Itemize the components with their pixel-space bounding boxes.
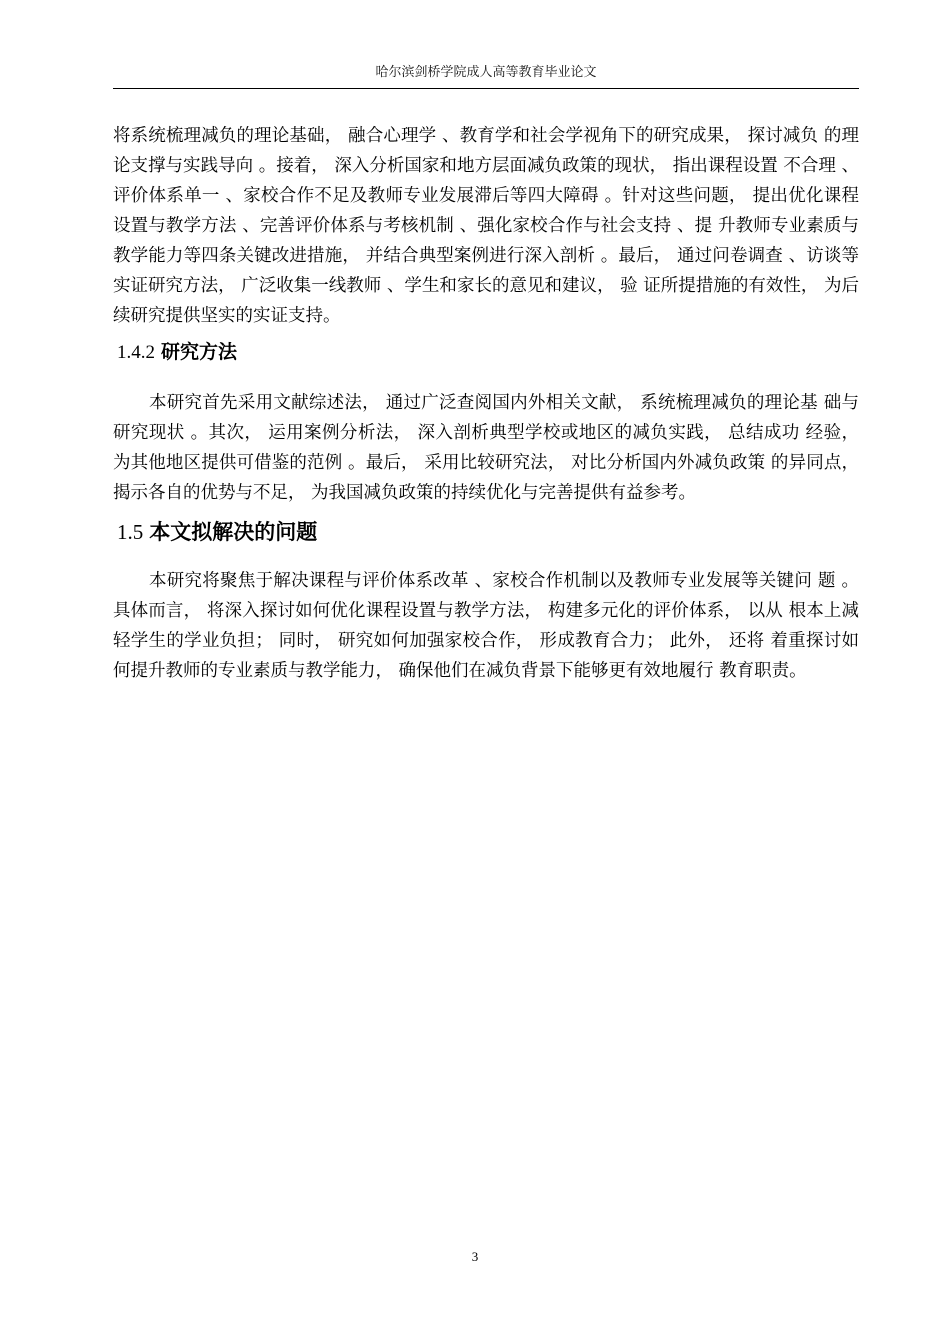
section-title: 研究方法	[161, 341, 238, 363]
section-title: 本文拟解决的问题	[149, 520, 318, 544]
problems-paragraph: 本研究将聚焦于解决课程与评价体系改革 、家校合作机制以及教师专业发展等关键问 题 。具体而言， 将深入探讨如何优化课程设置与教学方法， 构建多元化的评价体系， 以从 根本上减轻学生的学业负担； 同时， 研究如何加强家校合作， 形成教育合力； 此外， 还将 着重探讨如何提升教师的专业素质与教学能力， 确保他们在减负背景下能够更有效地履行 教育职责。	[113, 571, 859, 681]
page-number: 3	[471, 1249, 479, 1264]
methods-paragraph: 本研究首先采用文献综述法， 通过广泛查阅国内外相关文献， 系统梳理减负的理论基 础与研究现状 。其次， 运用案例分析法， 深入剖析典型学校或地区的减负实践， 总结成功 经验， 为其他地区提供可借鉴的范例 。最后， 采用比较研究法， 对比分析国内外减负政策 的异同点， 揭示各自的优势与不足， 为我国减负政策的持续优化与完善提供有益参考。	[113, 393, 859, 503]
header-divider	[113, 88, 859, 89]
intro-paragraph: 将系统梳理减负的理论基础， 融合心理学 、教育学和社会学视角下的研究成果， 探讨减负 的理论支撑与实践导向 。接着， 深入分析国家和地方层面减负政策的现状， 指出课程设置 不合理 、评价体系单一 、家校合作不足及教师专业发展滞后等四大障碍 。针对这些问题， 提出优化课程设置与教学方法 、完善评价体系与考核机制 、强化家校合作与社会支持 、提 升教师专业素质与教学能力等四条关键改进措施， 并结合典型案例进行深入剖析 。最后， 通过问卷调查 、访谈等实证研究方法， 广泛收集一线教师 、学生和家长的意见和建议， 验 证所提措施的有效性， 为后续研究提供坚实的实证支持。	[113, 126, 859, 326]
section-number: 1.4.2	[117, 342, 155, 363]
section-heading-1-4-2	[113, 335, 859, 370]
document-body	[113, 121, 859, 686]
section-number: 1.5	[117, 520, 144, 544]
running-header: 哈尔滨剑桥学院成人高等教育毕业论文	[375, 65, 597, 80]
section-heading-1-5	[113, 514, 859, 550]
